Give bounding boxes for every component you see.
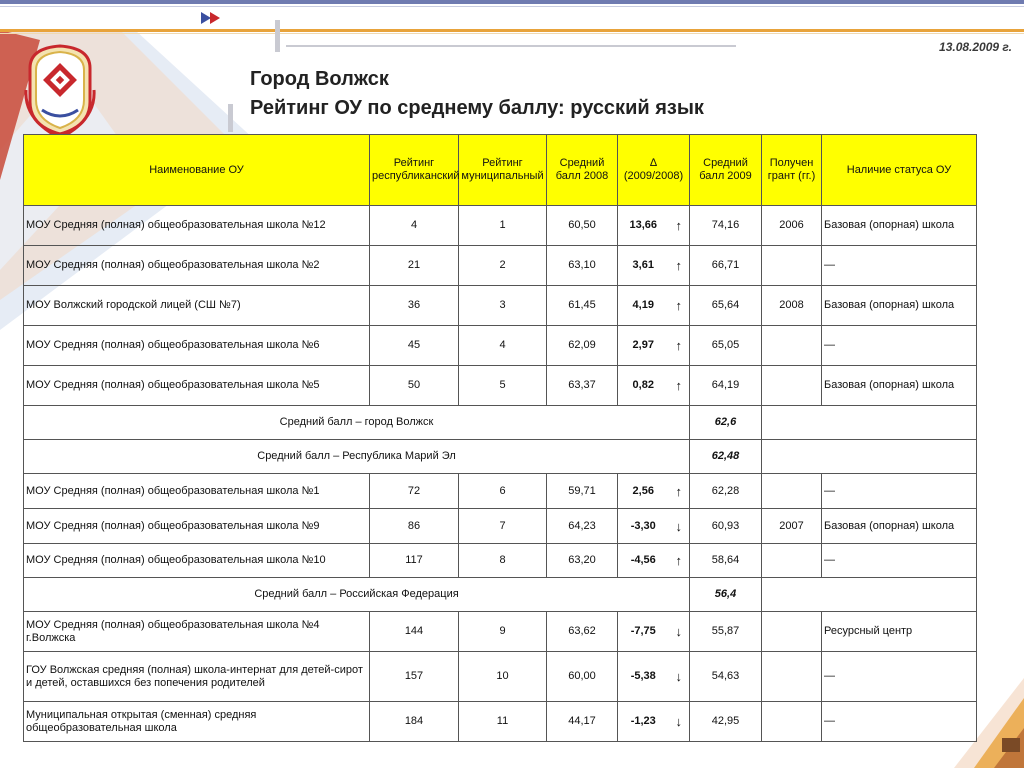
grant-cell [762, 612, 822, 652]
delta-cell: 4,19 [618, 286, 669, 326]
header-rank-republic: Рейтинг республиканский [370, 135, 459, 206]
average-value-cell: 62,6 [690, 406, 762, 440]
avg-2009-cell: 58,64 [690, 544, 762, 578]
average-label-cell: Средний балл – город Волжск [24, 406, 690, 440]
coat-of-arms-emblem [20, 40, 100, 140]
header-rank-municipal: Рейтинг муниципальный [459, 135, 547, 206]
average-label-cell: Средний балл – Республика Марий Эл [24, 440, 690, 474]
grant-cell [762, 326, 822, 366]
status-cell: — [822, 544, 977, 578]
delta-cell: 13,66 [618, 206, 669, 246]
trend-arrow-icon: ↑ [669, 544, 690, 578]
play-forward-icon [201, 10, 227, 26]
trend-arrow-icon: ↑ [669, 474, 690, 509]
table-header-row [24, 135, 977, 206]
delta-cell: -3,30 [618, 509, 669, 544]
rank-municipal-cell: 7 [459, 509, 547, 544]
avg-2009-cell: 65,64 [690, 286, 762, 326]
rank-republic-cell: 184 [370, 702, 459, 742]
header-grant: Получен грант (гг.) [762, 135, 822, 206]
table-row [24, 544, 977, 578]
avg-2009-cell: 66,71 [690, 246, 762, 286]
rank-republic-cell: 144 [370, 612, 459, 652]
avg-2008-cell: 63,62 [547, 612, 618, 652]
avg-2009-cell: 60,93 [690, 509, 762, 544]
table-row [24, 612, 977, 652]
grant-cell [762, 474, 822, 509]
top-stripe-thin [0, 6, 1024, 7]
school-name-cell: МОУ Средняя (полная) общеобразовательная школа №2 [24, 246, 370, 286]
status-cell: — [822, 246, 977, 286]
status-cell: Ресурсный центр [822, 612, 977, 652]
header-avg-2008: Средний балл 2008 [547, 135, 618, 206]
avg-2008-cell: 61,45 [547, 286, 618, 326]
status-cell: Базовая (опорная) школа [822, 366, 977, 406]
grant-cell [762, 544, 822, 578]
trend-arrow-icon: ↓ [669, 702, 690, 742]
table-row [24, 246, 977, 286]
table-row [24, 366, 977, 406]
page-subtitle: Рейтинг ОУ по среднему баллу: русский язык [250, 97, 704, 119]
rank-municipal-cell: 1 [459, 206, 547, 246]
rank-republic-cell: 86 [370, 509, 459, 544]
trend-arrow-icon: ↑ [669, 366, 690, 406]
table-row [24, 326, 977, 366]
school-name-cell: МОУ Средняя (полная) общеобразовательная школа №9 [24, 509, 370, 544]
school-name-cell: ГОУ Волжская средняя (полная) школа-интернат для детей-сирот и детей, оставшихся без попечения родителей [24, 652, 370, 702]
trend-arrow-icon: ↑ [669, 246, 690, 286]
divider-bar [275, 20, 280, 52]
avg-2008-cell: 63,37 [547, 366, 618, 406]
school-name-cell: МОУ Средняя (полная) общеобразовательная школа №4 г.Волжска [24, 612, 370, 652]
rank-republic-cell: 36 [370, 286, 459, 326]
avg-2008-cell: 62,09 [547, 326, 618, 366]
divider-bar [228, 104, 233, 132]
status-cell: — [822, 474, 977, 509]
trend-arrow-icon: ↑ [669, 286, 690, 326]
rank-republic-cell: 117 [370, 544, 459, 578]
date-label: 13.08.2009 г. [939, 40, 1012, 54]
average-label-cell: Средний балл – Российская Федерация [24, 578, 690, 612]
school-name-cell: МОУ Средняя (полная) общеобразовательная школа №10 [24, 544, 370, 578]
delta-cell: 2,56 [618, 474, 669, 509]
grant-cell: 2008 [762, 286, 822, 326]
delta-cell: -1,23 [618, 702, 669, 742]
average-row [24, 406, 977, 440]
rank-republic-cell: 21 [370, 246, 459, 286]
trend-arrow-icon: ↓ [669, 652, 690, 702]
avg-2009-cell: 42,95 [690, 702, 762, 742]
avg-2009-cell: 65,05 [690, 326, 762, 366]
avg-2009-cell: 64,19 [690, 366, 762, 406]
avg-2008-cell: 60,00 [547, 652, 618, 702]
rank-municipal-cell: 8 [459, 544, 547, 578]
delta-cell: -5,38 [618, 652, 669, 702]
table-row [24, 702, 977, 742]
header-rule [286, 45, 736, 47]
rank-municipal-cell: 10 [459, 652, 547, 702]
delta-cell: 3,61 [618, 246, 669, 286]
table-row [24, 474, 977, 509]
table-row [24, 509, 977, 544]
rating-table [23, 134, 977, 742]
status-cell: Базовая (опорная) школа [822, 286, 977, 326]
school-name-cell: МОУ Средняя (полная) общеобразовательная школа №5 [24, 366, 370, 406]
delta-cell: 0,82 [618, 366, 669, 406]
status-cell: — [822, 702, 977, 742]
grant-cell: 2007 [762, 509, 822, 544]
average-row [24, 578, 977, 612]
trend-arrow-icon: ↓ [669, 509, 690, 544]
status-cell: — [822, 652, 977, 702]
rank-republic-cell: 4 [370, 206, 459, 246]
grant-cell [762, 246, 822, 286]
school-name-cell: МОУ Средняя (полная) общеобразовательная школа №6 [24, 326, 370, 366]
average-value-cell: 56,4 [690, 578, 762, 612]
header-band [0, 29, 1024, 32]
avg-2008-cell: 64,23 [547, 509, 618, 544]
avg-2009-cell: 55,87 [690, 612, 762, 652]
trend-arrow-icon: ↑ [669, 326, 690, 366]
grant-cell: 2006 [762, 206, 822, 246]
header-avg-2009: Средний балл 2009 [690, 135, 762, 206]
page-title: Город Волжск [250, 68, 389, 90]
school-name-cell: МОУ Волжский городской лицей (СШ №7) [24, 286, 370, 326]
avg-2009-cell: 62,28 [690, 474, 762, 509]
avg-2008-cell: 59,71 [547, 474, 618, 509]
delta-cell: -7,75 [618, 612, 669, 652]
table-row [24, 206, 977, 246]
top-stripe [0, 0, 1024, 4]
grant-cell [762, 366, 822, 406]
average-value-cell: 62,48 [690, 440, 762, 474]
rank-republic-cell: 50 [370, 366, 459, 406]
rank-municipal-cell: 5 [459, 366, 547, 406]
status-cell: Базовая (опорная) школа [822, 509, 977, 544]
table-row [24, 286, 977, 326]
school-name-cell: Муниципальная открытая (сменная) средняя общеобразовательная школа [24, 702, 370, 742]
average-empty-cell [762, 578, 977, 612]
rank-municipal-cell: 9 [459, 612, 547, 652]
trend-arrow-icon: ↓ [669, 612, 690, 652]
average-row [24, 440, 977, 474]
trend-arrow-icon: ↑ [669, 206, 690, 246]
header-band-thin [0, 33, 1024, 34]
rank-municipal-cell: 3 [459, 286, 547, 326]
rank-republic-cell: 45 [370, 326, 459, 366]
avg-2008-cell: 44,17 [547, 702, 618, 742]
avg-2008-cell: 60,50 [547, 206, 618, 246]
table-row [24, 652, 977, 702]
average-empty-cell [762, 406, 977, 440]
grant-cell [762, 702, 822, 742]
header-delta: ∆ (2009/2008) [618, 135, 690, 206]
rank-municipal-cell: 2 [459, 246, 547, 286]
status-cell: — [822, 326, 977, 366]
grant-cell [762, 652, 822, 702]
avg-2009-cell: 54,63 [690, 652, 762, 702]
rank-municipal-cell: 4 [459, 326, 547, 366]
rank-municipal-cell: 11 [459, 702, 547, 742]
delta-cell: -4,56 [618, 544, 669, 578]
average-empty-cell [762, 440, 977, 474]
rank-republic-cell: 72 [370, 474, 459, 509]
school-name-cell: МОУ Средняя (полная) общеобразовательная школа №12 [24, 206, 370, 246]
school-name-cell: МОУ Средняя (полная) общеобразовательная школа №1 [24, 474, 370, 509]
header-status: Наличие статуса ОУ [822, 135, 977, 206]
avg-2009-cell: 74,16 [690, 206, 762, 246]
avg-2008-cell: 63,20 [547, 544, 618, 578]
rank-republic-cell: 157 [370, 652, 459, 702]
rank-municipal-cell: 6 [459, 474, 547, 509]
status-cell: Базовая (опорная) школа [822, 206, 977, 246]
delta-cell: 2,97 [618, 326, 669, 366]
avg-2008-cell: 63,10 [547, 246, 618, 286]
header-name: Наименование ОУ [24, 135, 370, 206]
